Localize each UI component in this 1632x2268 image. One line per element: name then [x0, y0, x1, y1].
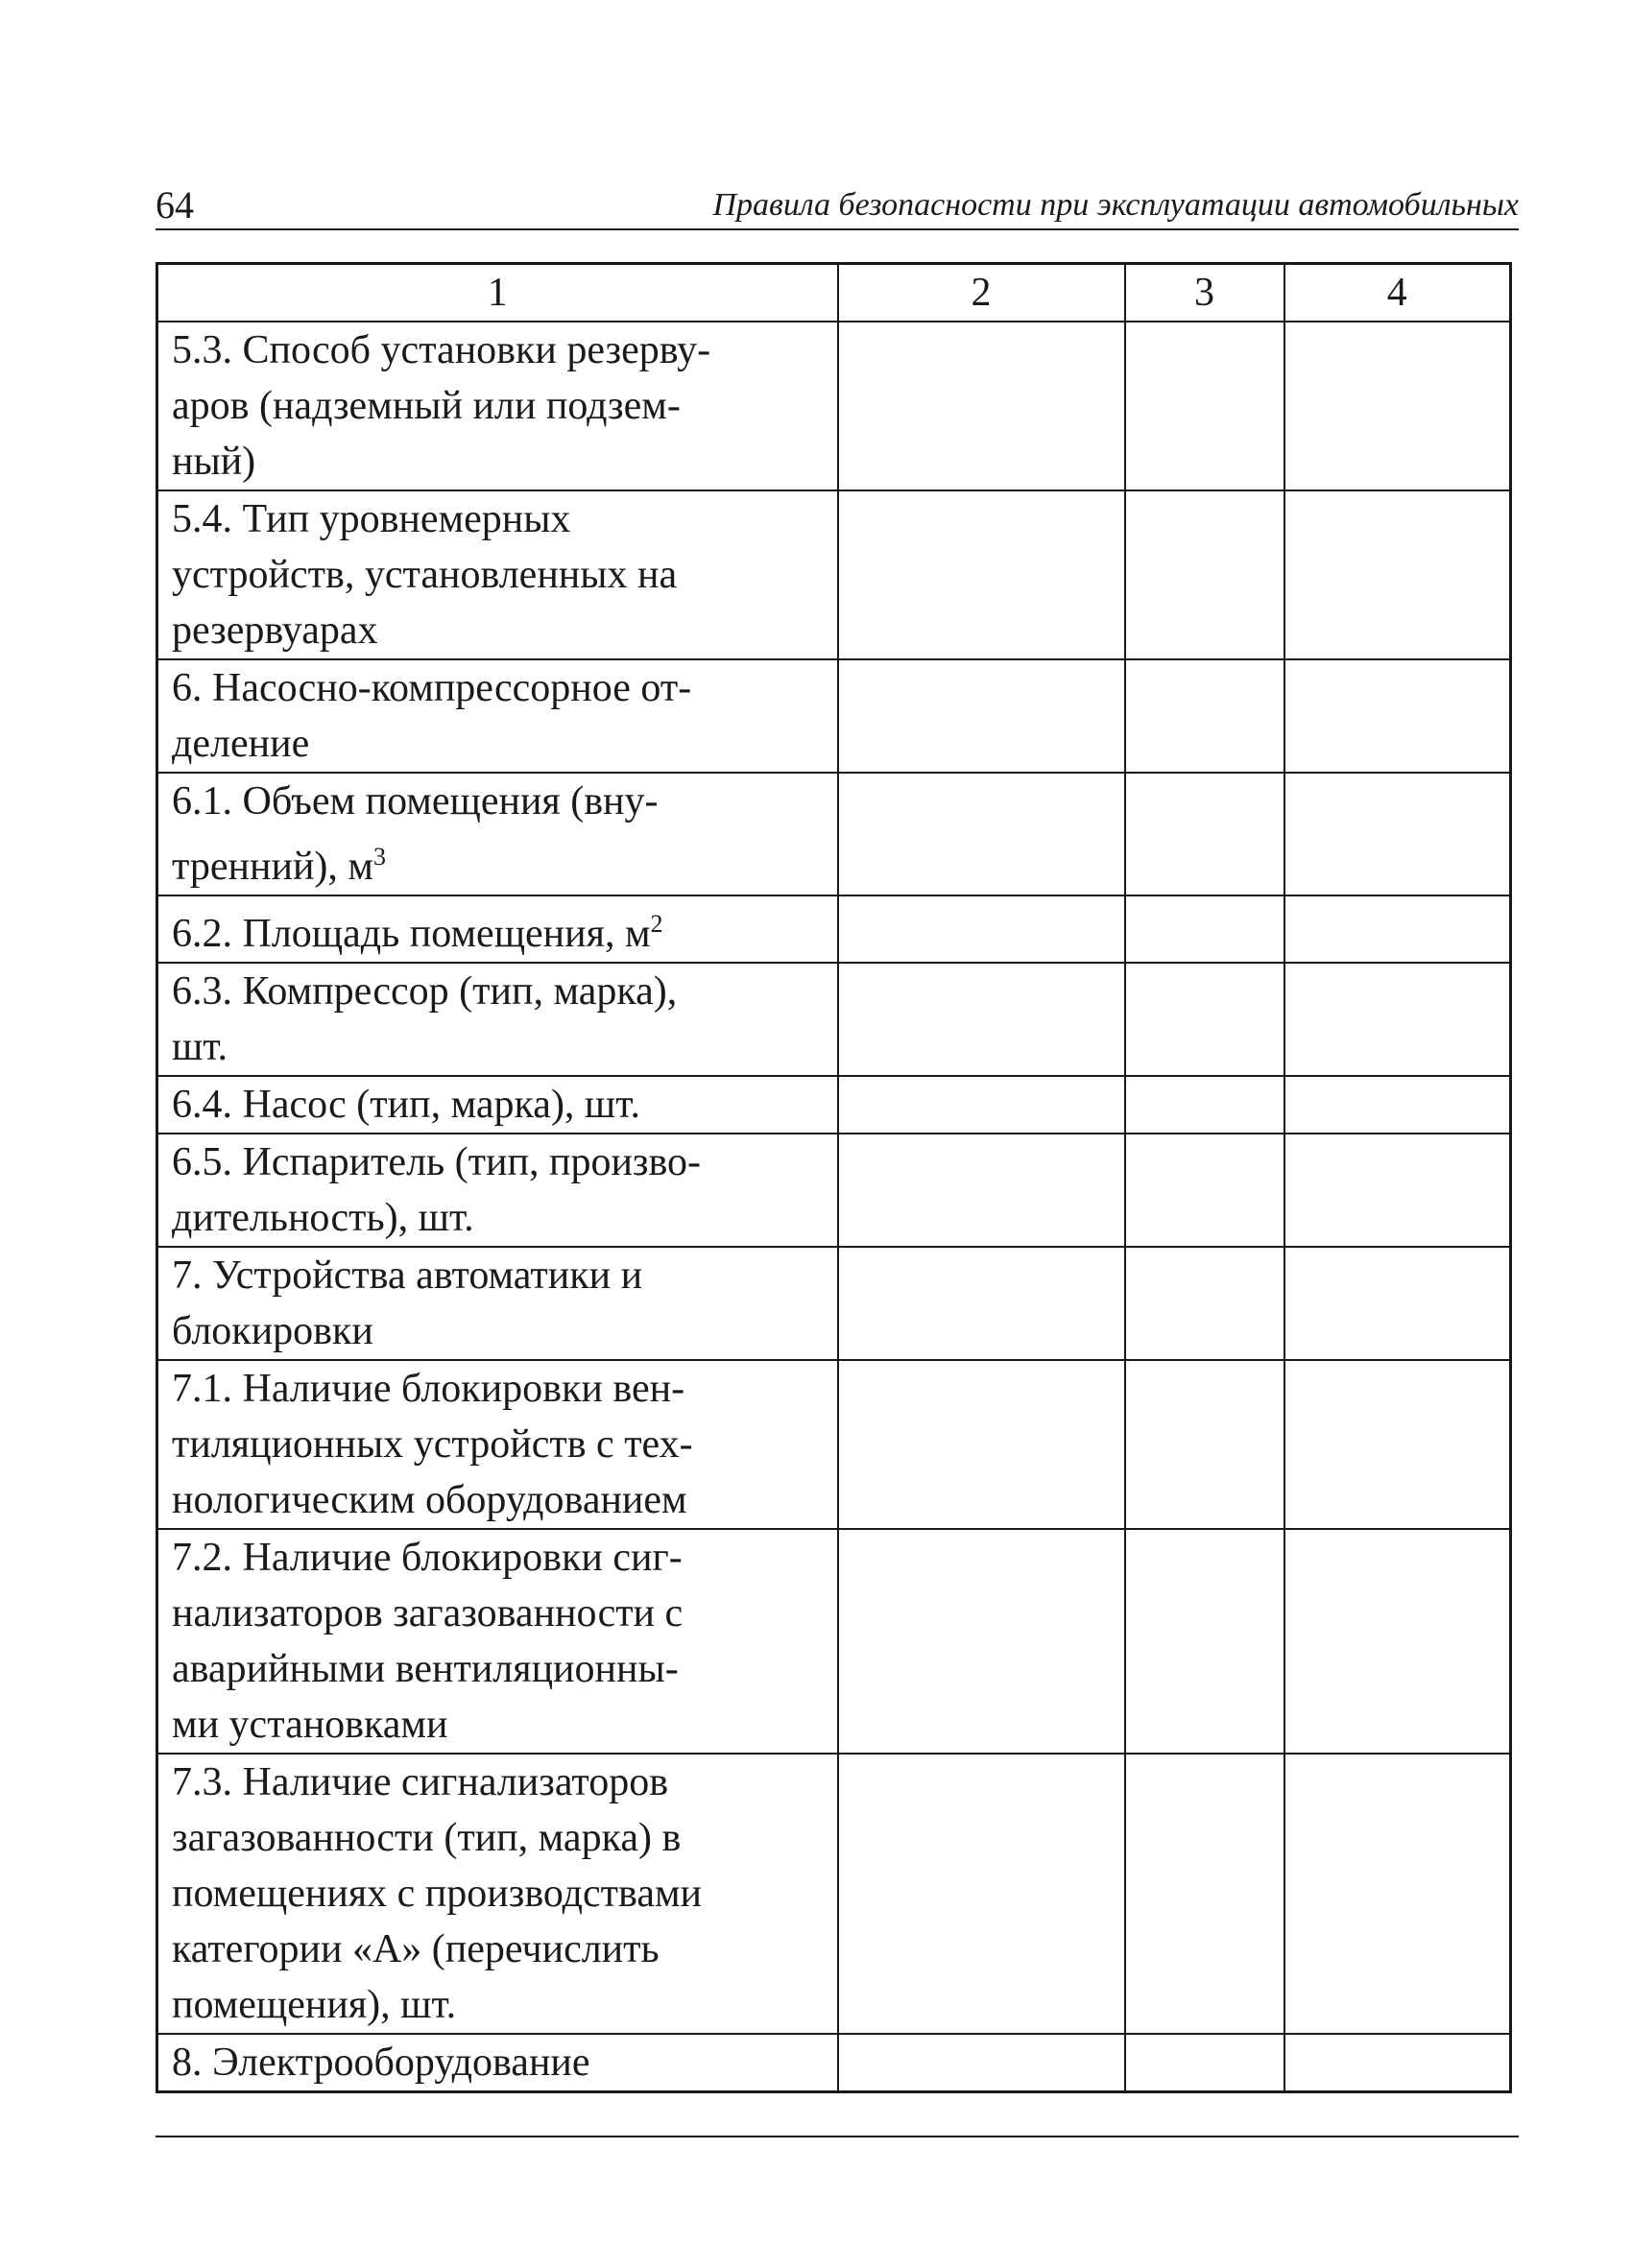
label-line: блокировки [172, 1309, 373, 1353]
cell-col-2 [838, 2034, 1125, 2092]
label-line: категории «А» (перечислить [172, 1927, 660, 1971]
cell-col-3 [1125, 322, 1284, 490]
table-row [157, 2034, 1511, 2092]
cell-col-2 [838, 963, 1125, 1076]
table-row [157, 1360, 1511, 1529]
label-line: нологическим оборудованием [172, 1478, 687, 1522]
row-label-6 [157, 659, 838, 773]
cell-col-2 [838, 1134, 1125, 1247]
table-row [157, 1529, 1511, 1754]
cell-col-4 [1284, 1754, 1511, 2034]
label-line [172, 829, 829, 895]
cell-col-3 [1125, 1360, 1284, 1529]
cell-col-2 [838, 1529, 1125, 1754]
label-line: резервуарах [172, 609, 378, 653]
cell-col-2 [838, 490, 1125, 659]
cell-col-4 [1284, 963, 1511, 1076]
data-table [156, 262, 1512, 2093]
cell-col-2 [838, 1076, 1125, 1134]
page-number: 64 [156, 183, 194, 227]
table-row [157, 895, 1511, 963]
cell-col-4 [1284, 490, 1511, 659]
table-row [157, 322, 1511, 490]
label-line: аварийными вентиляционны- [172, 1647, 679, 1691]
running-title: Правила безопасности при эксплуатации автомобильных [712, 187, 1519, 223]
cell-col-3 [1125, 1134, 1284, 1247]
cell-col-2 [838, 895, 1125, 963]
row-label-5-3 [157, 322, 838, 490]
label-line: 7.1. Наличие блокировки вен- [172, 1367, 685, 1411]
row-label-7 [157, 1247, 838, 1360]
cell-col-4 [1284, 322, 1511, 490]
row-label-6-4 [157, 1076, 838, 1134]
page-header [156, 182, 1519, 230]
label-line: тиляционных устройств с тех- [172, 1422, 693, 1467]
column-header-3: 3 [1125, 264, 1284, 322]
table-row [157, 1076, 1511, 1134]
cell-col-3 [1125, 2034, 1284, 2092]
label-line: аров (надземный или подзем- [172, 384, 681, 428]
row-label-6-1 [157, 773, 838, 895]
row-label-7-2 [157, 1529, 838, 1754]
label-line: устройств, установленных на [172, 553, 678, 597]
cell-col-2 [838, 1360, 1125, 1529]
cell-col-4 [1284, 1134, 1511, 1247]
cell-col-4 [1284, 773, 1511, 895]
table-row [157, 659, 1511, 773]
table-row [157, 1754, 1511, 2034]
superscript-3: 3 [372, 843, 386, 871]
cell-col-3 [1125, 963, 1284, 1076]
label-line: 7. Устройства автоматики и [172, 1253, 643, 1298]
table-row [157, 963, 1511, 1076]
label-line: 7.2. Наличие блокировки сиг- [172, 1536, 683, 1580]
cell-col-3 [1125, 895, 1284, 963]
label-line: деление [172, 722, 310, 766]
superscript-2: 2 [650, 910, 663, 938]
label-line [172, 896, 829, 962]
row-label-6-3 [157, 963, 838, 1076]
cell-col-3 [1125, 1076, 1284, 1134]
cell-col-3 [1125, 1529, 1284, 1754]
column-header-row [157, 264, 1511, 322]
row-label-6-2 [157, 895, 838, 963]
label-line: 8. Электрооборудование [172, 2041, 590, 2085]
cell-col-2 [838, 1754, 1125, 2034]
cell-col-3 [1125, 773, 1284, 895]
label-line: 5.3. Способ установки резерву- [172, 328, 711, 372]
table-row [157, 1247, 1511, 1360]
cell-col-2 [838, 773, 1125, 895]
cell-col-4 [1284, 1529, 1511, 1754]
column-header-1: 1 [157, 264, 838, 322]
label-text: 6.2. Площадь помещения, м [172, 912, 651, 956]
cell-col-3 [1125, 490, 1284, 659]
table-row [157, 490, 1511, 659]
label-line: загазованности (тип, марка) в [172, 1816, 682, 1860]
table-row [157, 1134, 1511, 1247]
row-label-5-4 [157, 490, 838, 659]
label-line: ный) [172, 440, 256, 484]
label-line: 6. Насосно-компрессорное от- [172, 666, 692, 710]
cell-col-2 [838, 322, 1125, 490]
label-line: 5.4. Тип уровнемерных [172, 497, 571, 541]
label-line: шт. [172, 1025, 228, 1069]
label-line: 6.4. Насос (тип, марка), шт. [172, 1083, 640, 1127]
label-line: 7.3. Наличие сигнализаторов [172, 1760, 669, 1804]
row-label-8 [157, 2034, 838, 2092]
cell-col-4 [1284, 1247, 1511, 1360]
label-line: помещениях с производствами [172, 1872, 703, 1916]
label-text: тренний), м [172, 845, 373, 889]
cell-col-4 [1284, 2034, 1511, 2092]
row-label-7-1 [157, 1360, 838, 1529]
cell-col-4 [1284, 1360, 1511, 1529]
column-header-4: 4 [1284, 264, 1511, 322]
label-line: 6.1. Объем помещения (вну- [172, 779, 659, 824]
label-line: ми установками [172, 1703, 448, 1747]
cell-col-4 [1284, 659, 1511, 773]
cell-col-3 [1125, 1754, 1284, 2034]
label-line: 6.3. Компрессор (тип, марка), [172, 969, 678, 1014]
label-line: 6.5. Испаритель (тип, произво- [172, 1140, 702, 1184]
row-label-7-3 [157, 1754, 838, 2034]
cell-col-4 [1284, 895, 1511, 963]
cell-col-2 [838, 1247, 1125, 1360]
cell-col-2 [838, 659, 1125, 773]
label-line: дительность), шт. [172, 1196, 474, 1240]
cell-col-3 [1125, 659, 1284, 773]
label-line: нализаторов загазованности с [172, 1591, 684, 1635]
label-line: помещения), шт. [172, 1983, 457, 2027]
row-label-6-5 [157, 1134, 838, 1247]
cell-col-4 [1284, 1076, 1511, 1134]
bottom-rule [156, 2136, 1519, 2137]
cell-col-3 [1125, 1247, 1284, 1360]
table-row [157, 773, 1511, 895]
column-header-2: 2 [838, 264, 1125, 322]
